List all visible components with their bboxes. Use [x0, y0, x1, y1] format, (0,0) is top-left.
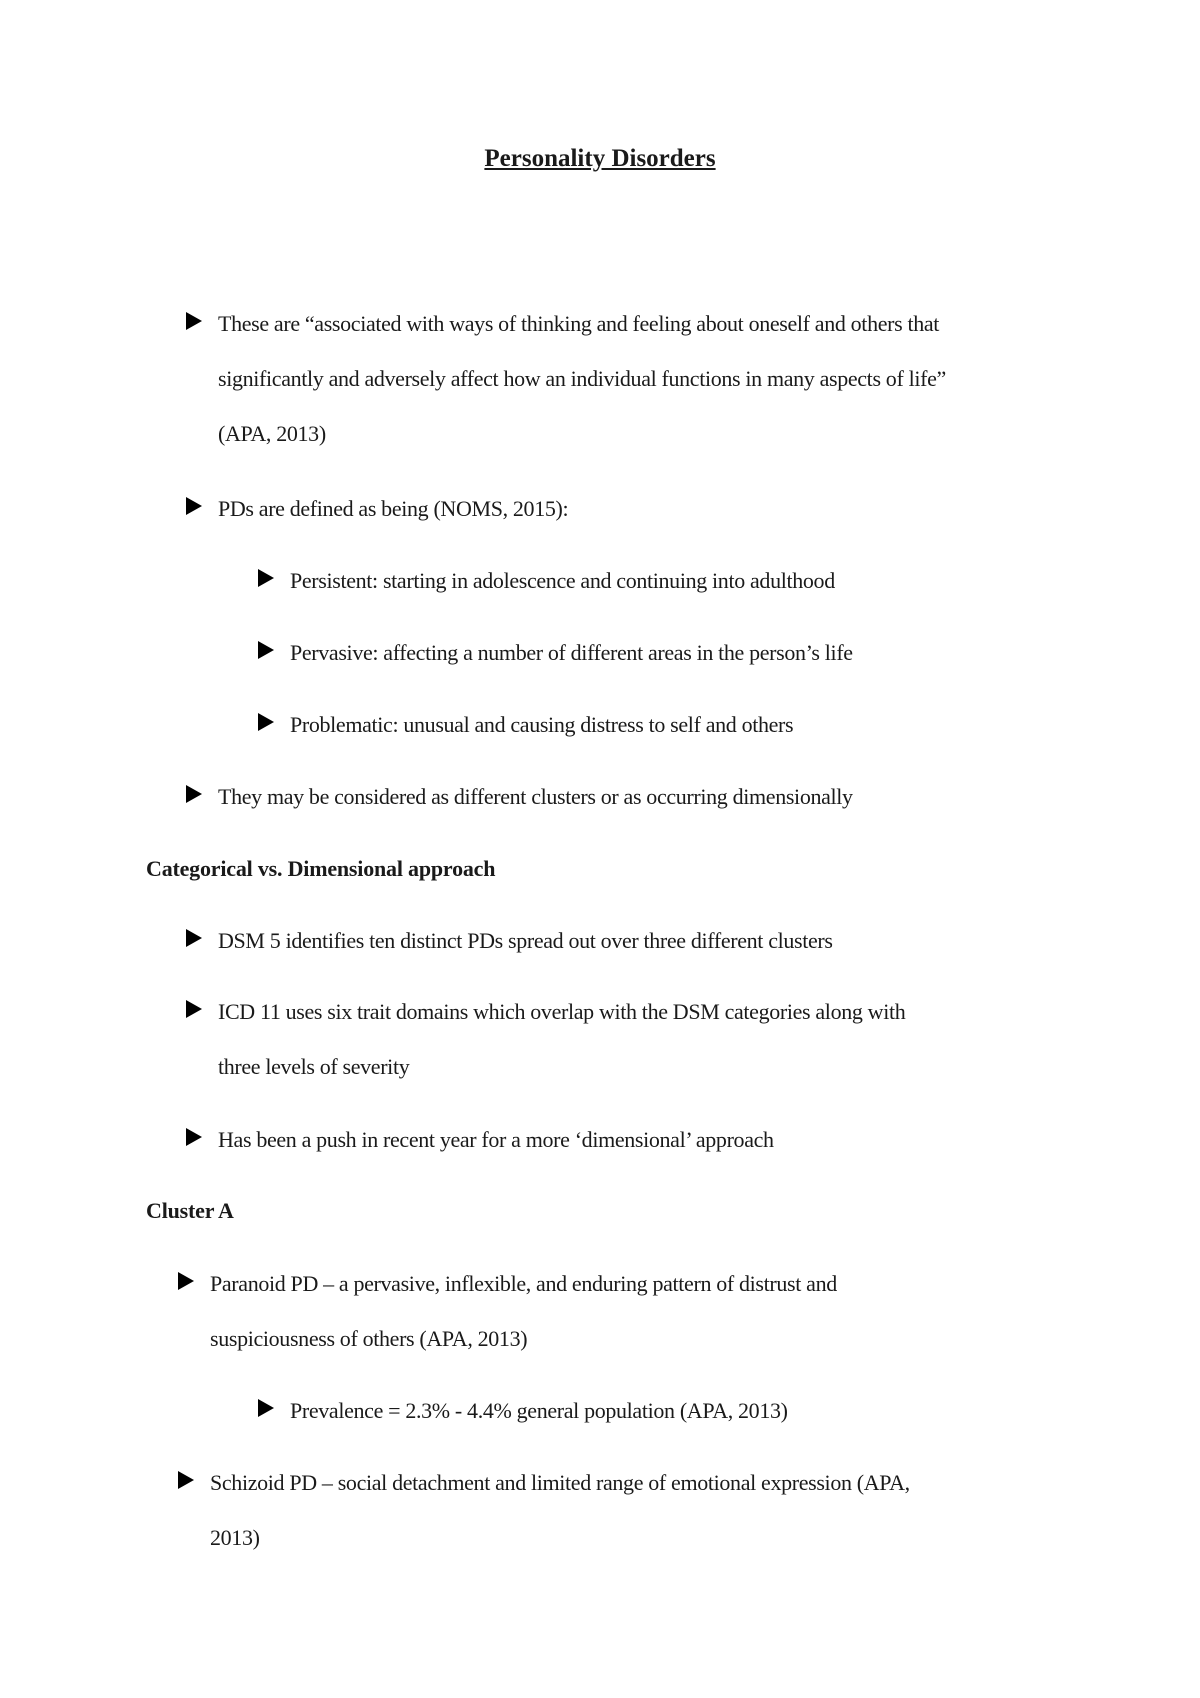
section-heading: Cluster A	[146, 1198, 234, 1223]
bullet-text: ICD 11 uses six trait domains which overlap with the DSM categories along with	[218, 999, 906, 1024]
bullet-text-continued: significantly and adversely affect how an individual functions in many aspects of life”	[218, 366, 946, 391]
sub-bullet-arrow-icon	[258, 569, 274, 587]
bullet-arrow-icon	[186, 497, 202, 515]
bullet-text: Schizoid PD – social detachment and limited range of emotional expression (APA,	[210, 1470, 910, 1495]
sub-bullet-text: Persistent: starting in adolescence and continuing into adulthood	[290, 568, 835, 593]
bullet-arrow-icon	[186, 1128, 202, 1146]
sub-bullet-arrow-icon	[258, 641, 274, 659]
sub-bullet-arrow-icon	[258, 1399, 274, 1417]
bullet-text: PDs are defined as being (NOMS, 2015):	[218, 496, 569, 521]
bullet-text: They may be considered as different clusters or as occurring dimensionally	[218, 784, 853, 809]
bullet-text: These are “associated with ways of thinking and feeling about oneself and others that	[218, 311, 940, 336]
sub-bullet-text: Pervasive: affecting a number of different areas in the person’s life	[290, 640, 853, 665]
bullet-text-continued: 2013)	[210, 1525, 260, 1550]
bullet-text-continued: (APA, 2013)	[218, 421, 326, 446]
document-title: Personality Disorders	[484, 145, 716, 172]
bullet-arrow-icon	[186, 312, 202, 330]
bullet-text: Has been a push in recent year for a more ‘dimensional’ approach	[218, 1127, 774, 1152]
bullet-arrow-icon	[178, 1272, 194, 1290]
section-heading: Categorical vs. Dimensional approach	[146, 856, 496, 881]
sub-bullet-arrow-icon	[258, 713, 274, 731]
bullet-arrow-icon	[186, 929, 202, 947]
bullet-text: DSM 5 identifies ten distinct PDs spread out over three different clusters	[218, 928, 833, 953]
bullet-arrow-icon	[186, 1000, 202, 1018]
bullet-arrow-icon	[178, 1471, 194, 1489]
bullet-text-continued: suspiciousness of others (APA, 2013)	[210, 1326, 528, 1351]
sub-bullet-text: Problematic: unusual and causing distress to self and others	[290, 712, 794, 737]
bullet-arrow-icon	[186, 785, 202, 803]
bullet-text: Paranoid PD – a pervasive, inflexible, and enduring pattern of distrust and	[210, 1271, 837, 1296]
bullet-text-continued: three levels of severity	[218, 1054, 410, 1079]
sub-bullet-text: Prevalence = 2.3% - 4.4% general population (APA, 2013)	[290, 1398, 788, 1423]
